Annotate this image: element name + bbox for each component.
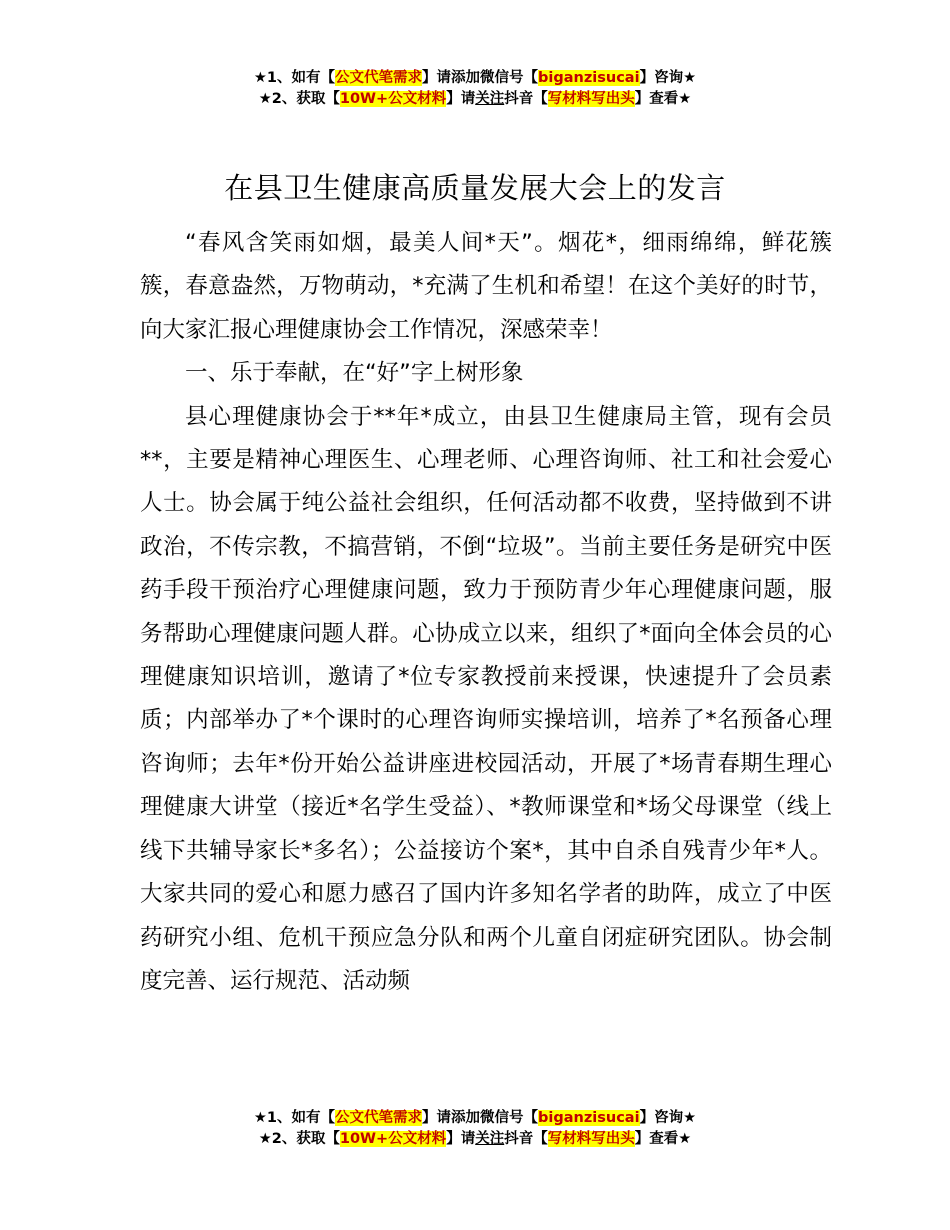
banner-highlight: 10W+公文材料	[339, 1131, 447, 1147]
header-banner	[0, 68, 950, 110]
banner-wechat-id: biganzisucai	[538, 1110, 640, 1126]
banner-text: ★2、获取【	[258, 91, 340, 107]
banner-text: 】请	[446, 1131, 476, 1147]
banner-highlight: 10W+公文材料	[339, 91, 447, 107]
banner-highlight: 写材料写出头	[547, 91, 635, 107]
banner-text: ★1、如有【	[253, 70, 336, 86]
banner-highlight: 写材料写出头	[547, 1131, 635, 1147]
banner-text: 】查看★	[634, 1131, 692, 1147]
banner-text: 】请添加微信号【	[422, 1110, 539, 1126]
footer-banner	[0, 1108, 950, 1150]
paragraph-body: 县心理健康协会于**年*成立，由县卫生健康局主管，现有会员**，主要是精神心理医生、心理老师、心理咨询师、社工和社会爱心人士。协会属于纯公益社会组织，任何活动都不收费，坚持做到不讲政治，不传宗教，不搞营销，不倒“垃圾”。当前主要任务是研究中医药手段干预治疗心理健康问题，致力于预防青少年心理健康问题，服务帮助心理健康问题人群。心协成立以来，组织了*面向全体会员的心理健康知识培训，邀请了*位专家教授前来授课，快速提升了会员素质；内部举办了*个课时的心理咨询师实操培训，培养了*名预备心理咨询师；去年*份开始公益讲座进校园活动，开展了*场青春期生理心理健康大讲堂（接近*名学生受益）、*教师课堂和*场父母课堂（线上线下共辅导家长*多名）；公益接访个案*，其中自杀自残青少年*人。大家共同的爱心和愿力感召了国内许多知名学者的助阵，成立了中医药研究小组、危机干预应急分队和两个儿童自闭症研究团队。协会制度完善、运行规范、活动频	[140, 403, 832, 994]
banner-underlined: 关注	[475, 1131, 505, 1147]
section-heading: 一、乐于奉献，在“好”字上树形象	[185, 360, 524, 387]
banner-text: 】咨询★	[639, 1110, 697, 1126]
banner-text: 抖音【	[504, 1131, 548, 1147]
banner-line-1	[0, 68, 950, 89]
banner-text: 】请	[446, 91, 476, 107]
paragraph-intro: “春风含笑雨如烟，最美人间*天”。烟花*，细雨绵绵，鲜花簇簇，春意盎然，万物萌动，*充满了生机和希望！在这个美好的时节，向大家汇报心理健康协会工作情况，深感荣幸！	[140, 230, 832, 343]
banner-line-2	[0, 1129, 950, 1150]
banner-highlight: 公文代笔需求	[335, 1110, 423, 1126]
banner-line-2	[0, 89, 950, 110]
banner-highlight: 公文代笔需求	[335, 70, 423, 86]
banner-text: 】咨询★	[639, 70, 697, 86]
banner-wechat-id: biganzisucai	[538, 70, 640, 86]
banner-text: ★2、获取【	[258, 1131, 340, 1147]
document-body	[140, 222, 832, 1003]
banner-underlined: 关注	[475, 91, 505, 107]
document-title: 在县卫生健康高质量发展大会上的发言	[224, 171, 726, 205]
banner-text: ★1、如有【	[253, 1110, 336, 1126]
banner-text: 】查看★	[634, 91, 692, 107]
banner-line-1	[0, 1108, 950, 1129]
banner-text: 抖音【	[504, 91, 548, 107]
banner-text: 】请添加微信号【	[422, 70, 539, 86]
